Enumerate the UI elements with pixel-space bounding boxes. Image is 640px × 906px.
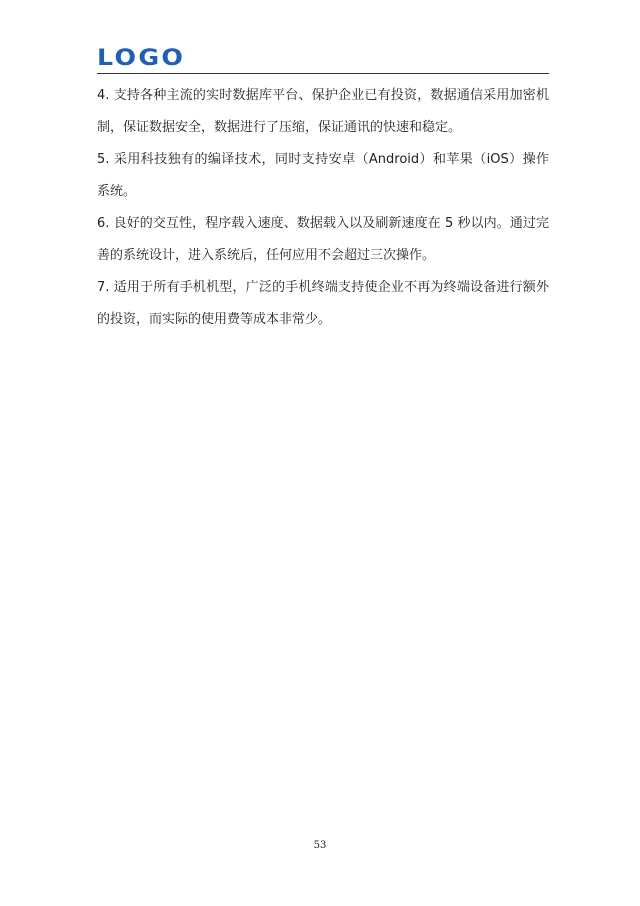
paragraph-item-4: 4. 支持各种主流的实时数据库平台、保护企业已有投资，数据通信采用加密机制，保证数据安全，数据进行了压缩，保证通讯的快速和稳定。	[97, 88, 549, 135]
logo: LOGO	[97, 46, 186, 71]
header-divider	[97, 73, 549, 74]
paragraph-item-5: 5. 采用科技独有的编译技术，同时支持安卓（Android）和苹果（iOS）操作系统。	[97, 152, 549, 199]
paragraph-item-7: 7. 适用于所有手机机型，广泛的手机终端支持使企业不再为终端设备进行额外的投资，而实际的使用费等成本非常少。	[97, 280, 549, 327]
paragraph-item-6: 6. 良好的交互性，程序载入速度、数据载入以及刷新速度在 5 秒以内。通过完善的系统设计，进入系统后，任何应用不会超过三次操作。	[97, 216, 549, 263]
page-header	[97, 44, 549, 74]
document-body	[97, 80, 549, 336]
page-number: 53	[313, 840, 327, 851]
